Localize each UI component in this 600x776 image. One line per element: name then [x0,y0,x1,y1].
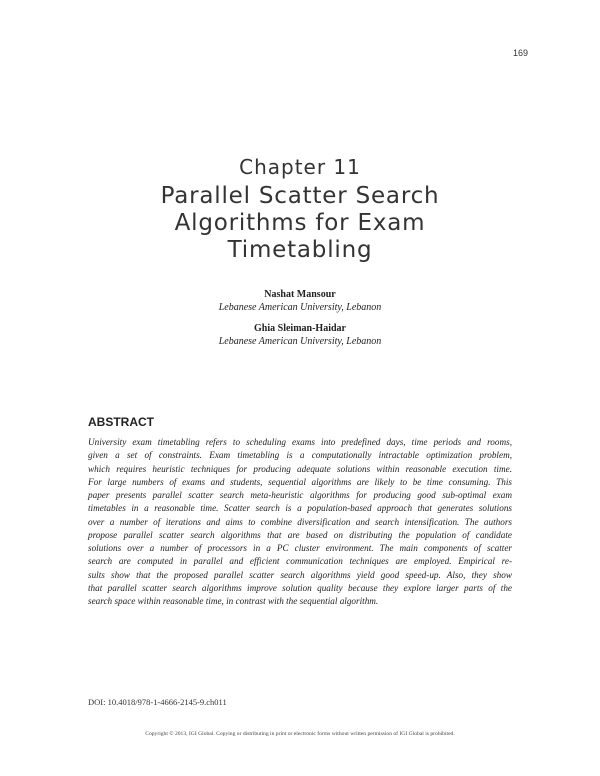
abstract-line: timetables in a reasonable time. Scatter search is a population-based approach that generates solutions [88,503,512,514]
chapter-title [60,183,540,264]
author-block [0,288,600,314]
abstract-line: that parallel scatter search algorithms improve solution quality because they explore larger parts of the [88,582,512,593]
author-block [0,322,600,348]
copyright-notice: Copyright © 2013, IGI Global. Copying or distributing in print or electronic forms without written permission of IGI Global is prohibited. [145,731,455,737]
doi: DOI: 10.4018/978-1-4666-2145-9.ch011 [88,697,227,707]
author-affiliation: Lebanese American University, Lebanon [218,302,382,313]
abstract-heading: ABSTRACT [88,415,154,429]
author-name: Ghia Sleiman-Haidar [254,323,346,334]
chapter-title-line: Algorithms for Exam [174,210,426,236]
abstract-line: given a set of constraints. Exam timetabling is a computationally intractable optimization problem, [88,450,512,461]
abstract-body [88,436,512,608]
abstract-line: University exam timetabling refers to scheduling exams into predefined days, time periods and rooms, [88,437,512,447]
abstract-line: propose parallel scatter search algorithms that are based on distributing the population of candidate [88,529,512,540]
abstract-line: search space within reasonable time, in contrast with the sequential algorithm. [88,596,379,606]
abstract-line: which requires heuristic techniques for producing adequate solutions within reasonable execution time. [88,463,512,474]
page-number: 169 [512,48,528,58]
abstract-line: over a number of iterations and aims to combine diversification and search intensification. The authors [88,516,512,527]
abstract-line: For large numbers of exams and students, sequential algorithms are likely to be time consuming. This [88,476,512,487]
chapter-title-line: Timetabling [227,237,373,263]
author-affiliation: Lebanese American University, Lebanon [218,336,382,347]
abstract-line: solutions over a number of processors in a PC cluster environment. The main components of scatter [88,543,512,553]
author-name: Nashat Mansour [264,289,336,300]
abstract-line: search are computed in parallel and efficient communication techniques are employed. Empirical re- [88,556,512,567]
abstract-line: sults show that the proposed parallel scatter search algorithms yield good speed-up. Also, they show [88,569,512,580]
chapter-title-line: Parallel Scatter Search [160,183,440,209]
abstract-line: paper presents parallel scatter search meta-heuristic algorithms for producing good sub-optimal exam [88,490,512,500]
chapter-label: Chapter 11 [239,155,361,179]
